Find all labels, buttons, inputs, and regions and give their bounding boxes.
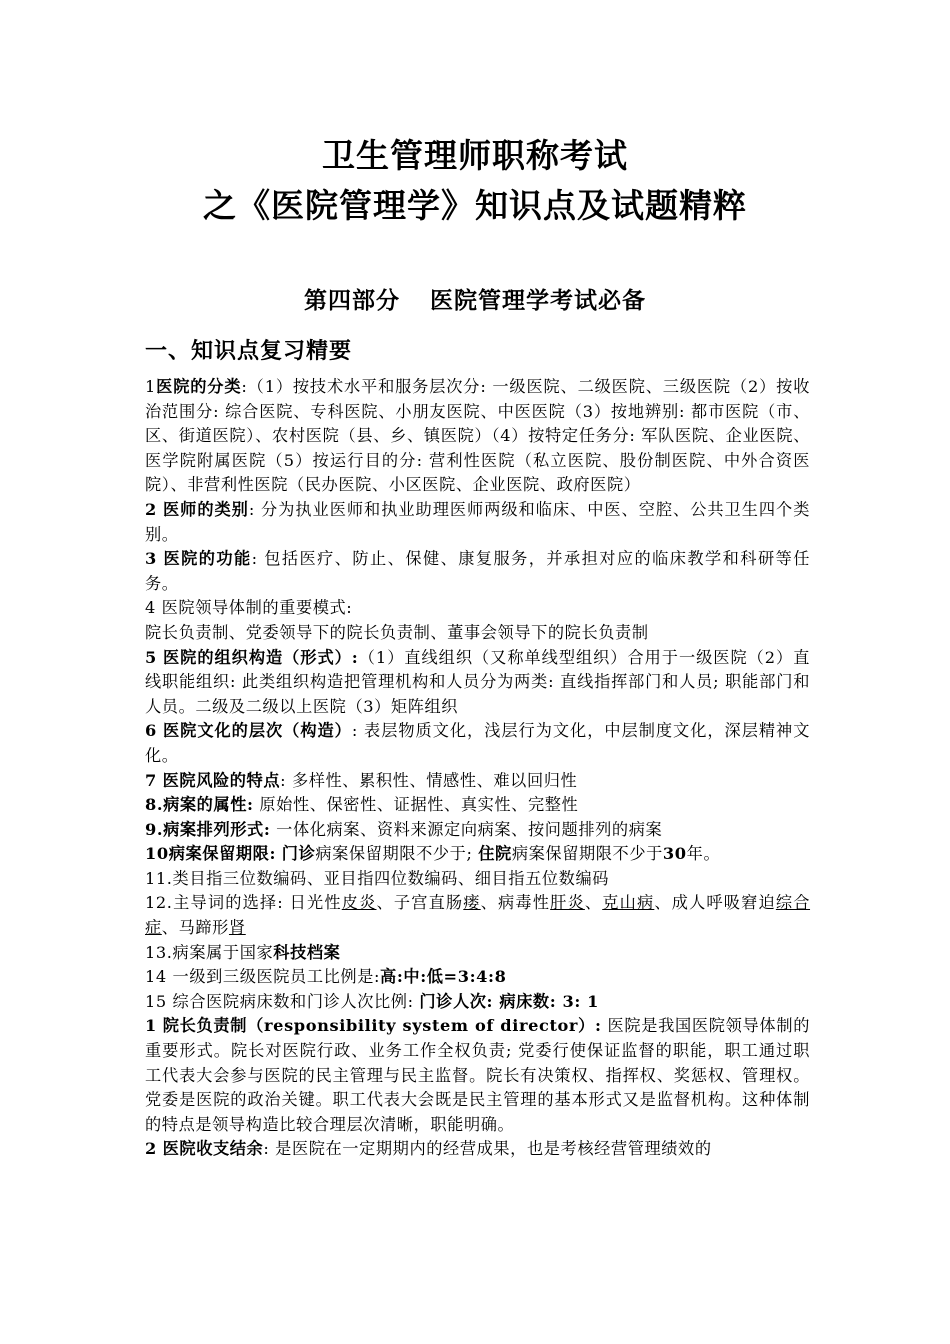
item-bed-outpatient-ratio: 15 综合医院病床数和门诊人次比例: 门诊人次: 病床数: 3: 1 (145, 991, 600, 1011)
item-revenue-surplus: 2 医院收支结余: 是医院在一定期期内的经营成果，也是考核经营管理绩效的 (145, 1139, 712, 1159)
item-risk-features: 7 医院风险的特点: 多样性、累积性、情感性、难以回归性 (145, 770, 578, 790)
item-physician-categories: 2 医师的类别: 分为执业医师和执业助理医师两级和临床、中医、空腔、公共卫生四个类别。 (145, 499, 811, 544)
item-director-responsibility: 1 院长负责制（responsibility system of director）: 医院是我国医院领导体制的重要形式。院长对医院行政、业务工作全权负责; 党委行使保证监督的职能，职工通过职工代表大会参与医院的民主管理与民主监督。院长有决策权、指挥权、奖惩权、管理权。党委是医院的政治关键。职工代表大会既是民主管理的基本形式又是监督机构。这种体制的特点是领导构造比较合理层次清晰，职能明确。 (145, 1016, 810, 1134)
document-title-line-1: 卫生管理师职称考试 (322, 136, 628, 175)
item-record-archive-type: 13.病案属于国家科技档案 (145, 942, 341, 962)
item-staff-ratio: 14 一级到三级医院员工比例是:高:中:低=3:4:8 (145, 967, 507, 987)
item-leadership-modes-line-2: 院长负责制、党委领导下的院长负责制、董事会领导下的院长负责制 (145, 622, 649, 642)
item-hospital-functions: 3 医院的功能: 包括医疗、防止、保健、康复服务，并承担对应的临床教学和科研等任务。 (145, 549, 810, 593)
part-heading (0, 286, 950, 316)
section-heading: 一、知识点复习精要 (145, 338, 353, 364)
item-leadership-modes-line-1: 4 医院领导体制的重要模式: (145, 598, 353, 618)
part-name: 医院管理学考试必备 (430, 287, 646, 314)
item-record-retention: 10病案保留期限: 门诊病案保留期限不少于; 住院病案保留期限不少于30年。 (145, 844, 721, 864)
item-hospital-classification: 1医院的分类:（1）按技术水平和服务层次分: 一级医院、二级医院、三级医院（2）按收治范围分: 综合医院、专科医院、小朋友医院、中医医院（3）按地辨别: 都市医院（市、区、街道医院）、农村医院（县、乡、镇医院）（4）按特定任务分: 军队医院、企业医院、医学院附属医院（5）按运行目的分: 营利性医院（私立医院、股份制医院、中外合资医院）、非营利性医院（民办医院、小区医院、企业医院、政府医院） (145, 377, 811, 495)
item-coding-levels: 11.类目指三位数编码、亚目指四位数编码、细目指五位数编码 (145, 868, 610, 888)
item-record-arrangement: 9.病案排列形式: 一体化病案、资料来源定向病案、按问题排列的病案 (145, 819, 663, 839)
part-number: 第四部分 (304, 287, 400, 314)
document-body (145, 375, 810, 1162)
item-culture-levels: 6 医院文化的层次（构造）: 表层物质文化，浅层行为文化，中层制度文化，深层精神文化。 (145, 721, 810, 765)
item-main-term-selection: 12.主导词的选择: 日光性皮炎、子宫直肠瘘、病毒性肝炎、克山病、成人呼吸窘迫综合症、马蹄形肾 (145, 893, 811, 938)
item-organization-structure: 5 医院的组织构造（形式）:（1）直线组织（又称单线型组织）合用于一级医院（2）直线职能组织: 此类组织构造把管理机构和人员分为两类: 直线指挥部门和人员; 职能部门和人员。二级及二级以上医院（3）矩阵组织 (145, 647, 810, 716)
item-record-attributes: 8.病案的属性: 原始性、保密性、证据性、真实性、完整性 (145, 795, 579, 815)
document-title-line-2: 之《医院管理学》知识点及试题精粹 (203, 186, 747, 225)
